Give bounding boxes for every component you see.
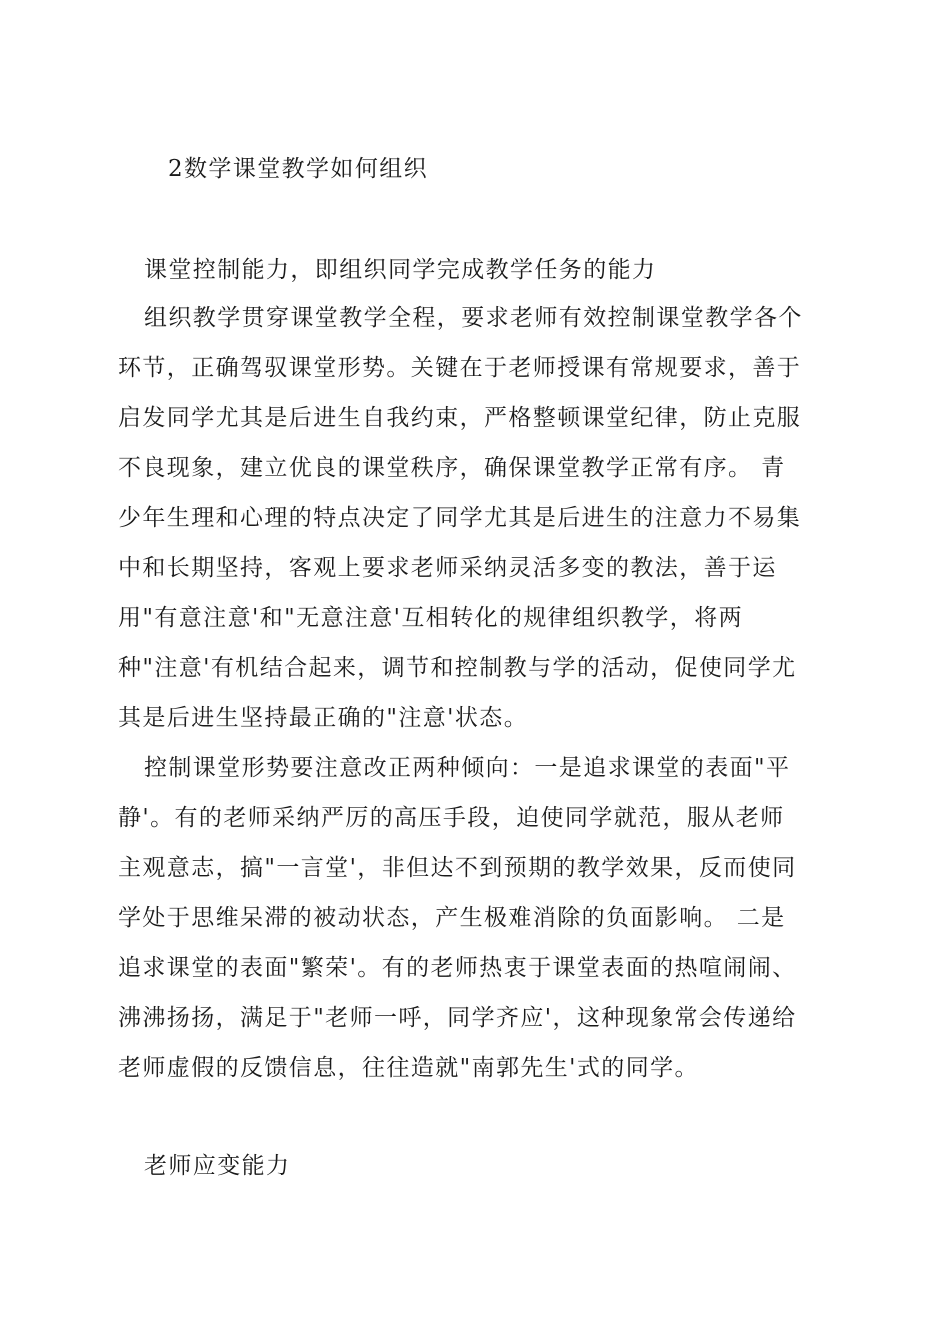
section-title-teacher-adaptability: 老师应变能力 bbox=[144, 1153, 291, 1179]
paragraph-line: 老师虚假的反馈信息，往往造就"南郭先生'式的同学。 bbox=[118, 1055, 699, 1081]
paragraph-line: 学处于思维呆滞的被动状态，产生极难消除的负面影响。 二是 bbox=[118, 905, 786, 931]
paragraph-line: 追求课堂的表面"繁荣'。有的老师热衷于课堂表面的热喧闹闹、 bbox=[118, 955, 797, 981]
paragraph-line: 少年生理和心理的特点决定了同学尤其是后进生的注意力不易集 bbox=[118, 505, 802, 531]
document-heading: 2数学课堂教学如何组织 bbox=[168, 156, 429, 182]
paragraph-line: 其是后进生坚持最正确的"注意'状态。 bbox=[118, 705, 529, 731]
paragraph-line: 不良现象，建立优良的课堂秩序，确保课堂教学正常有序。 青 bbox=[118, 455, 786, 481]
paragraph-line: 沸沸扬扬，满足于"老师一呼，同学齐应'，这种现象常会传递给 bbox=[118, 1005, 797, 1031]
paragraph-line: 组织教学贯穿课堂教学全程，要求老师有效控制课堂教学各个 bbox=[144, 305, 803, 331]
paragraph-line: 用"有意注意'和"无意注意'互相转化的规律组织教学，将两 bbox=[118, 605, 744, 631]
paragraph-line: 静'。有的老师采纳严厉的高压手段，迫使同学就范，服从老师 bbox=[118, 805, 785, 831]
paragraph-line: 种"注意'有机结合起来，调节和控制教与学的活动，促使同学尤 bbox=[118, 655, 797, 681]
paragraph-line: 控制课堂形势要注意改正两种倾向：一是追求课堂的表面"平 bbox=[144, 755, 791, 781]
paragraph-line: 中和长期坚持，客观上要求老师采纳灵活多变的教法，善于运 bbox=[118, 555, 777, 581]
paragraph-line: 主观意志，搞"一言堂'，非但达不到预期的教学效果，反而使同 bbox=[118, 855, 797, 881]
paragraph-line: 环节，正确驾驭课堂形势。关键在于老师授课有常规要求，善于 bbox=[118, 355, 802, 381]
section-title-classroom-control: 课堂控制能力，即组织同学完成教学任务的能力 bbox=[144, 257, 657, 283]
paragraph-line: 启发同学尤其是后进生自我约束，严格整顿课堂纪律，防止克服 bbox=[118, 405, 802, 431]
